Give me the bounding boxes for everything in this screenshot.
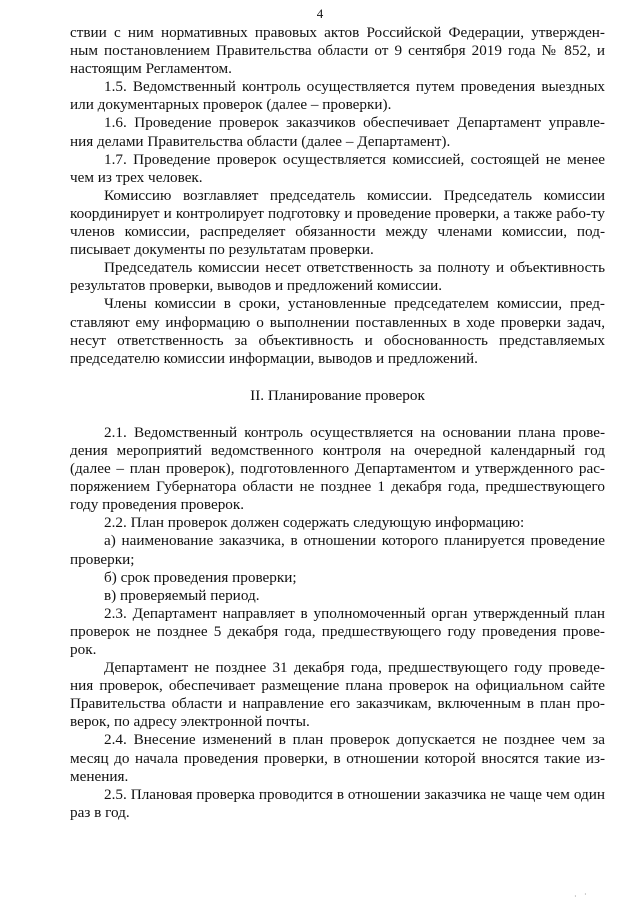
paragraph: 2.4. Внесение изменений в план проверок допускается не позднее чем за месяц до начала проведения проверки, в отношении которой вносятся такие из-менения. xyxy=(70,731,605,785)
section-1-continuation xyxy=(70,24,605,368)
paragraph: 2.1. Ведомственный контроль осуществляется на основании плана прове-дения мероприятий ведомственного контроля на очередной календарный год (далее – план проверок), подготовленного Департаментом и утвержденного рас-поряжением Губернатора области не позднее 1 декабря года, предшествующего году проведения проверок. xyxy=(70,423,605,514)
scan-mark: · xyxy=(574,892,577,901)
paragraph: 1.7. Проведение проверок осуществляется комиссией, состоящей не менее чем из трех человек. xyxy=(70,150,605,186)
paragraph: в) проверяемый период. xyxy=(104,586,260,604)
scan-mark: · xyxy=(584,890,587,899)
paragraph: а) наименование заказчика, в отношении которого планируется проведение проверки; xyxy=(70,532,605,568)
paragraph: Департамент не позднее 31 декабря года, предшествующего году проведе-ния проверок, обеспечивает размещение плана проверок на официальном сайте Правительства области и направление его заказчикам, включенным в план про-верок, по адресу электронной почты. xyxy=(70,659,605,731)
paragraph: 2.2. План проверок должен содержать следующую информацию: xyxy=(104,514,525,532)
paragraph: Комиссию возглавляет председатель комиссии. Председатель комиссии координирует и контролирует подготовку и проведение проверки, а также рабо-ту членов комиссии, распределяет обязанности между членами комиссии, под-писывает документы по результатам проверки. xyxy=(70,186,605,259)
section-heading: II. Планирование проверок xyxy=(250,386,425,404)
paragraph: 2.3. Департамент направляет в уполномоченный орган утвержденный план проверок не позднее 5 декабря года, предшествующего году проведения прове-рок. xyxy=(70,604,605,658)
document-body xyxy=(70,24,605,822)
paragraph: 2.5. Плановая проверка проводится в отношении заказчика не чаще чем один раз в год. xyxy=(70,785,605,821)
section-2-planning xyxy=(70,424,605,822)
paragraph: Члены комиссии в сроки, установленные председателем комиссии, пред-ставляют ему информацию о выполнении поставленных в ходе проверки задач, несут ответственность за объективность и обоснованность представляемых председателю комиссии информации, выводов и предложений. xyxy=(70,295,605,367)
paragraph: 1.5. Ведомственный контроль осуществляется путем проведения выездных или документарных проверок (далее – проверки). xyxy=(70,78,605,114)
paragraph: Председатель комиссии несет ответственность за полноту и объективность результатов проверки, выводов и предложений комиссии. xyxy=(70,259,605,295)
page-number: 4 xyxy=(316,6,324,21)
paragraph: ствии с ним нормативных правовых актов Российской Федерации, утвержден-ным постановлением Правительства области от 9 сентября 2019 года № 852, и настоящим Регламентом. xyxy=(70,24,605,78)
paragraph: б) срок проведения проверки; xyxy=(104,568,297,586)
paragraph: 1.6. Проведение проверок заказчиков обеспечивает Департамент управле-ния делами Правительства области (далее – Департамент). xyxy=(70,114,605,150)
